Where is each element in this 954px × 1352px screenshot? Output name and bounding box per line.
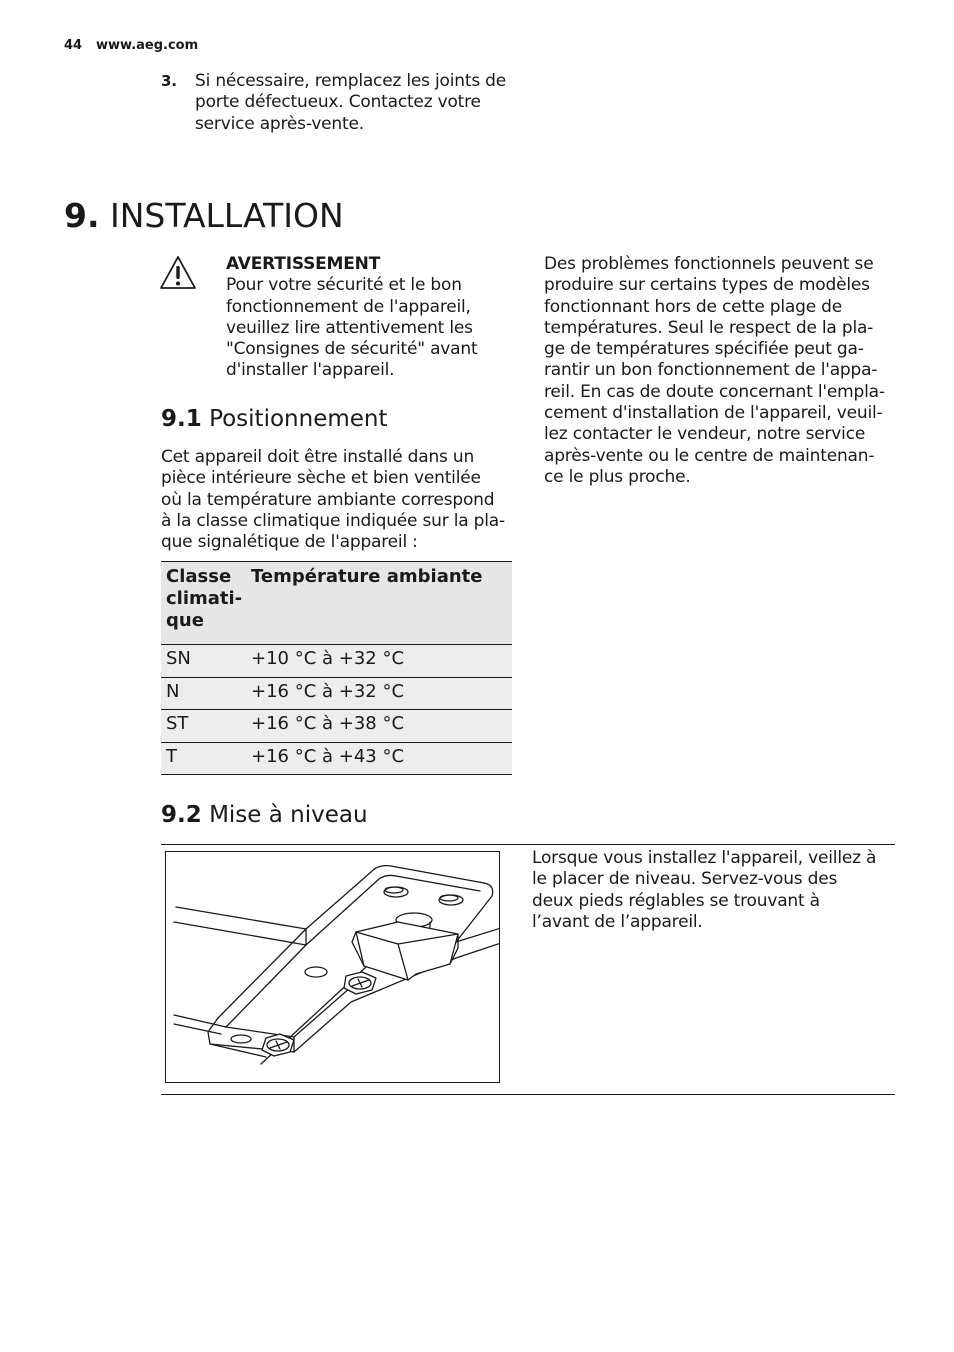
subsection-number: 9.2 (161, 802, 202, 828)
subsection-title-text: Positionnement (209, 406, 388, 432)
positionnement-line: à la classe climatique indiquée sur la pla- (161, 510, 505, 531)
divider (161, 844, 895, 845)
positionnement-line: où la température ambiante correspond (161, 489, 495, 510)
warning-block (226, 254, 477, 382)
positionnement-text (161, 447, 505, 553)
section-number: 9. (64, 196, 100, 235)
mise-a-niveau-line: l’avant de l’appareil. (532, 911, 703, 932)
note-line: ce le plus proche. (544, 466, 691, 487)
table-cell-class: ST (161, 710, 246, 743)
step-3-line: porte défectueux. Contactez votre (195, 92, 481, 113)
table-header-class (161, 562, 246, 645)
warning-line: d'installer l'appareil. (226, 360, 395, 381)
page-number: 44 (64, 38, 83, 53)
table-cell-temperature: +16 °C à +38 °C (246, 710, 512, 743)
table-row (161, 742, 512, 775)
subsection-title-positionnement (161, 406, 388, 432)
warning-line: Pour votre sécurité et le bon (226, 275, 462, 296)
table-row (161, 645, 512, 678)
divider (161, 1094, 895, 1095)
warning-line: "Consignes de sécurité" avant (226, 339, 478, 360)
note-line: ge de températures spécifiée peut ga- (544, 339, 864, 360)
warning-line: fonctionnement de l'appareil, (226, 296, 471, 317)
subsection-title-text: Mise à niveau (209, 802, 368, 828)
section-title-text: INSTALLATION (110, 196, 344, 235)
subsection-number: 9.1 (161, 406, 202, 432)
climate-class-table (161, 561, 512, 775)
note-line: après-vente ou le centre de maintenan- (544, 445, 875, 466)
note-line: Des problèmes fonctionnels peuvent se (544, 254, 874, 274)
positionnement-line: pièce intérieure sèche et bien ventilée (161, 468, 481, 489)
step-number: 3. (161, 72, 177, 90)
header-line: que (166, 610, 204, 631)
table-cell-temperature: +16 °C à +32 °C (246, 677, 512, 710)
note-line: reil. En cas de doute concernant l'empla- (544, 381, 885, 402)
subsection-title-mise-a-niveau (161, 802, 368, 828)
table-cell-temperature: +16 °C à +43 °C (246, 742, 512, 775)
table-cell-temperature: +10 °C à +32 °C (246, 645, 512, 678)
table-cell-class: T (161, 742, 246, 775)
header-line: climati- (166, 588, 243, 609)
table-row (161, 710, 512, 743)
mise-a-niveau-line: le placer de niveau. Servez-vous des (532, 869, 838, 890)
step-3-line: Si nécessaire, remplacez les joints de (195, 71, 507, 91)
warning-line: veuillez lire attentivement les (226, 317, 473, 338)
table-header-row (161, 562, 512, 645)
note-line: produire sur certains types de modèles (544, 275, 870, 296)
warning-title: AVERTISSEMENT (226, 254, 381, 274)
temperature-note (544, 254, 885, 488)
step-3-text (195, 71, 506, 135)
header-line: Classe (166, 566, 232, 587)
table-cell-class: SN (161, 645, 246, 678)
note-line: fonctionnant hors de cette plage de (544, 296, 843, 317)
site-url: www.aeg.com (96, 38, 199, 53)
table-header-temperature: Température ambiante (246, 562, 512, 645)
mise-a-niveau-text (532, 848, 876, 933)
section-title (64, 196, 344, 235)
positionnement-line: que signalétique de l'appareil : (161, 532, 418, 553)
warning-triangle-icon (159, 255, 197, 291)
note-line: lez contacter le vendeur, notre service (544, 424, 866, 445)
table-cell-class: N (161, 677, 246, 710)
note-line: rantir un bon fonctionnement de l'appa- (544, 360, 878, 381)
mise-a-niveau-line: Lorsque vous installez l'appareil, veillez à (532, 848, 877, 868)
note-line: cement d'installation de l'appareil, veuil- (544, 403, 883, 424)
mise-a-niveau-line: deux pieds réglables se trouvant à (532, 890, 820, 911)
step-3-line: service après-vente. (195, 113, 364, 134)
positionnement-line: Cet appareil doit être installé dans un (161, 447, 475, 467)
note-line: températures. Seul le respect de la pla- (544, 317, 874, 338)
table-row (161, 677, 512, 710)
leveling-feet-illustration (165, 851, 500, 1083)
